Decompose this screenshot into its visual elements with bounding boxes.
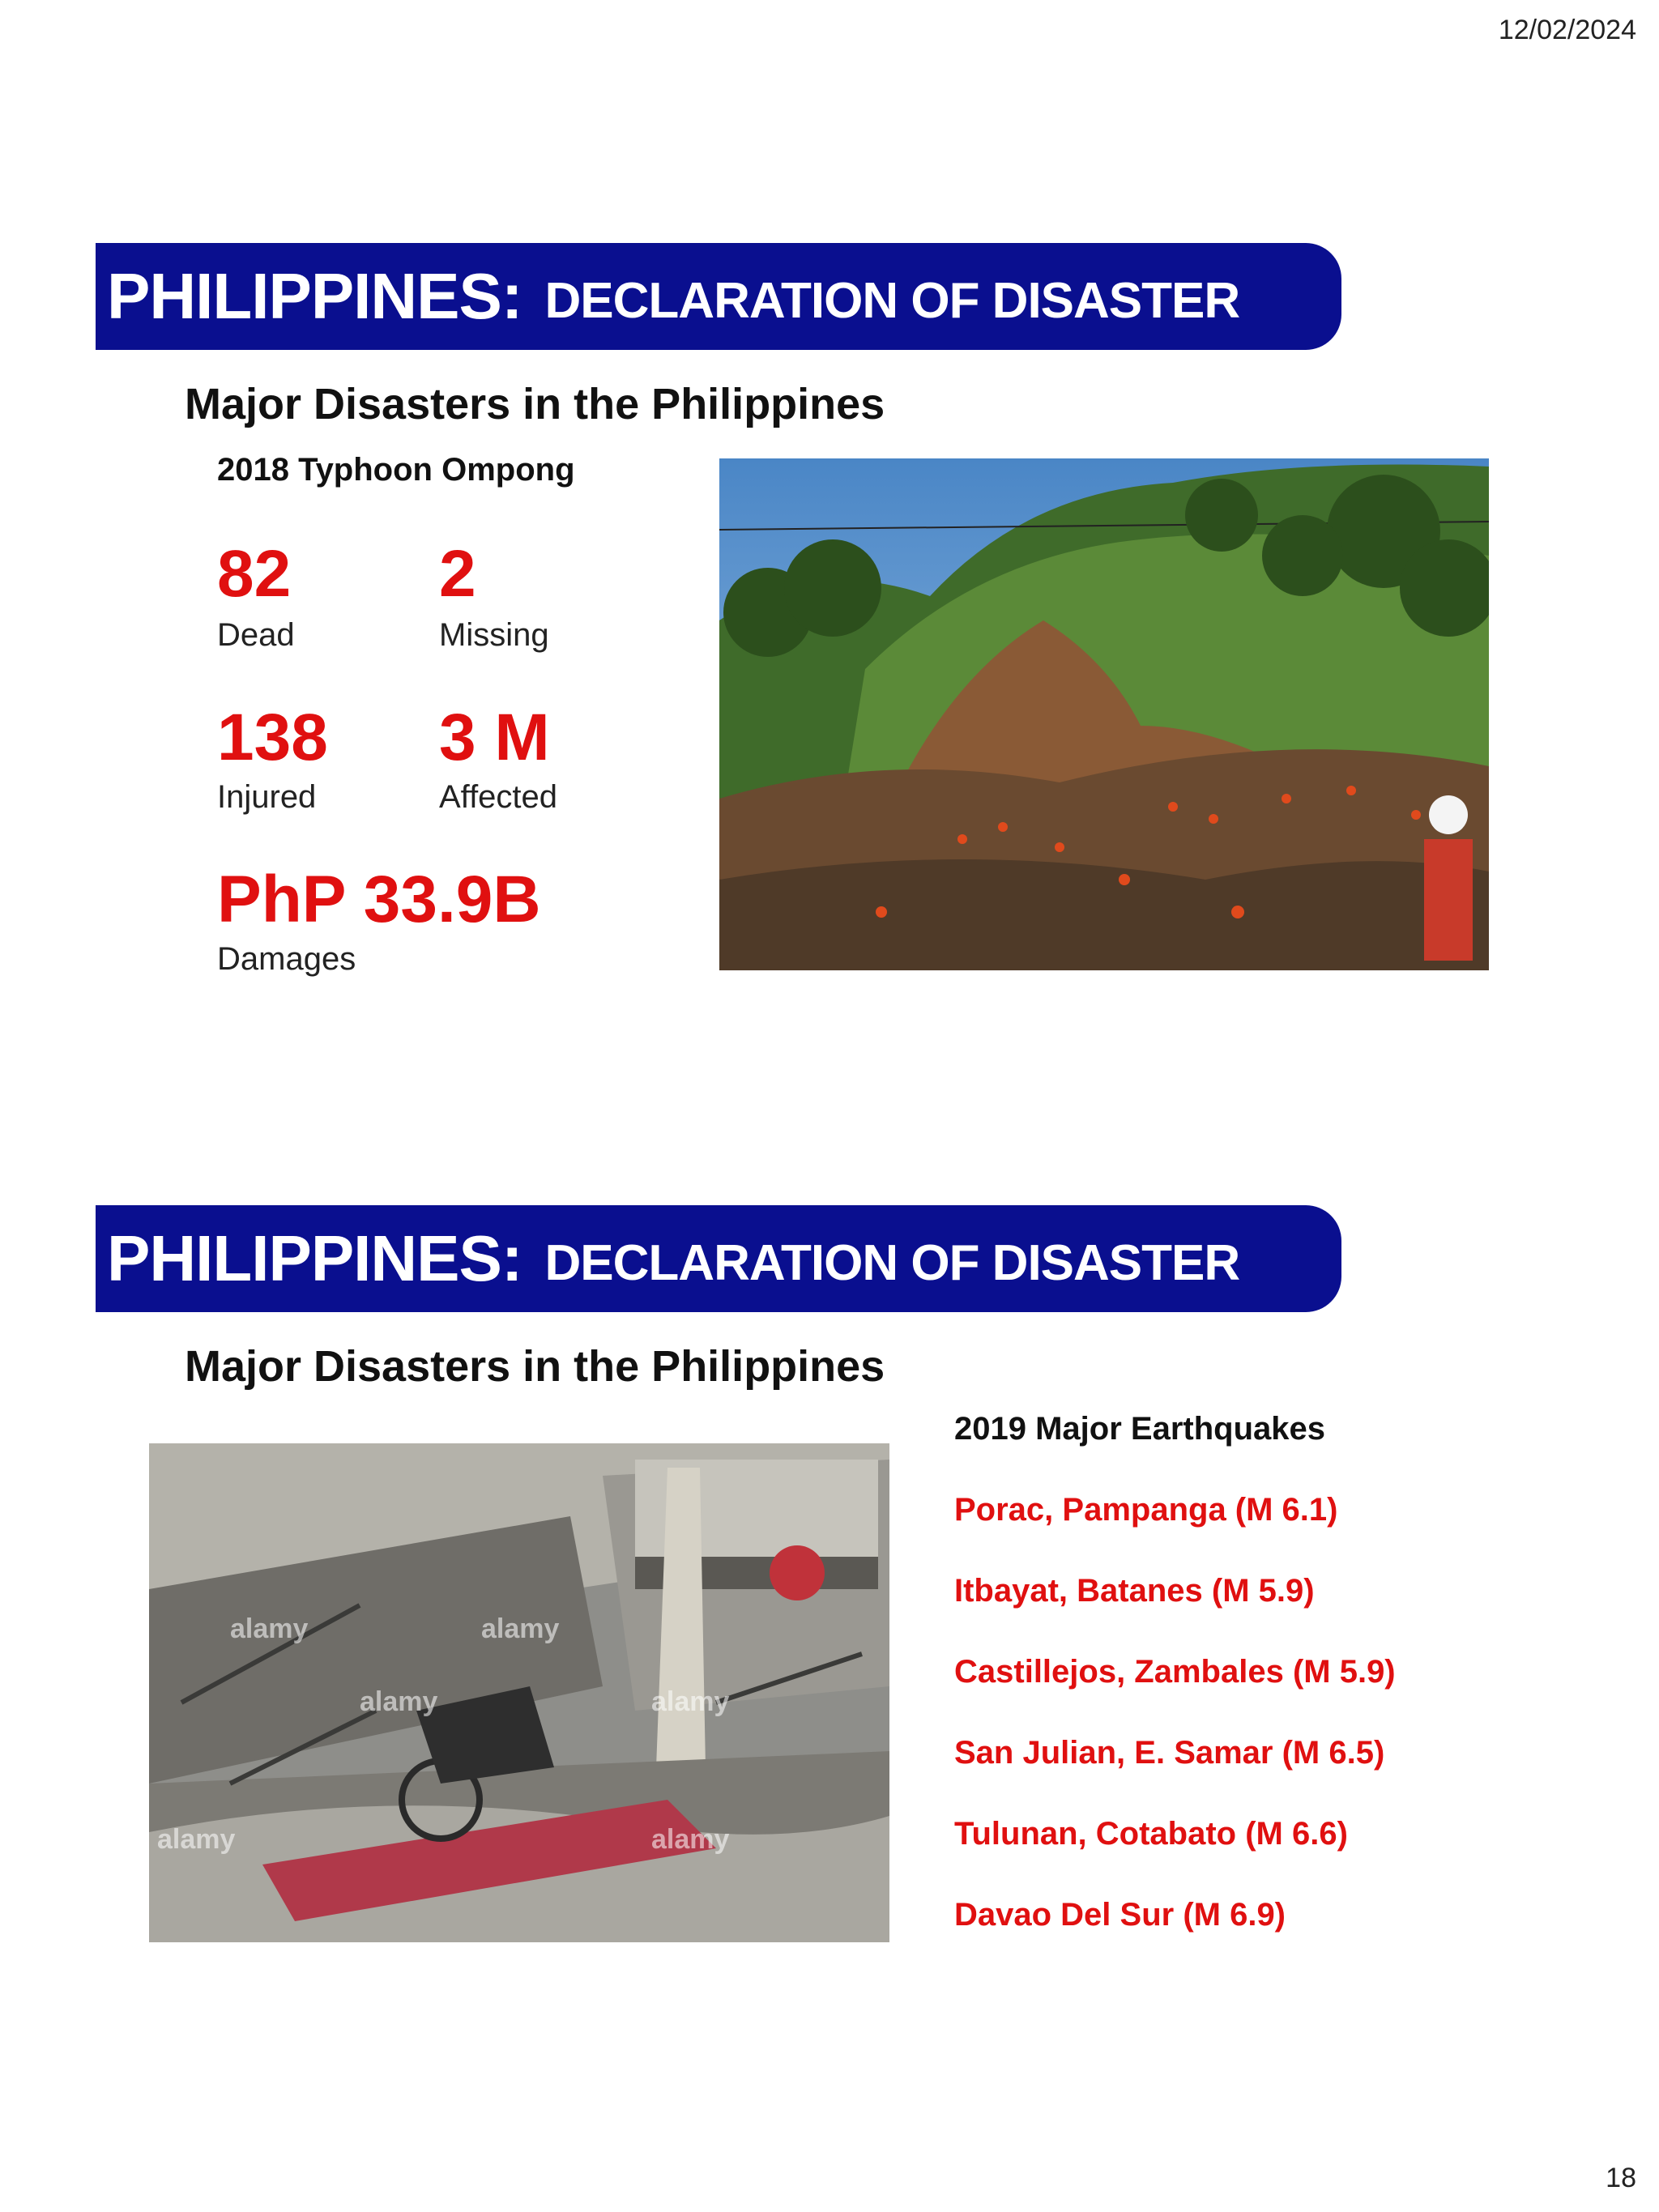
slide1-banner <box>96 243 1341 350</box>
stat-dead-value: 82 <box>217 537 292 611</box>
earthquake-item: Davao Del Sur (M 6.9) <box>954 1897 1286 1933</box>
earthquake-item: Itbayat, Batanes (M 5.9) <box>954 1573 1315 1609</box>
earthquake-rubble-photo <box>149 1443 889 1942</box>
slide-date: 12/02/2024 <box>1498 15 1636 45</box>
stat-injured-label: Injured <box>217 779 317 815</box>
stat-affected-value: 3 M <box>439 701 550 774</box>
slide1-subtitle: Major Disasters in the Philippines <box>185 380 885 428</box>
earthquake-item: Castillejos, Zambales (M 5.9) <box>954 1654 1396 1690</box>
stat-dead-label: Dead <box>217 617 295 653</box>
banner-title: PHILIPPINES: <box>107 1222 522 1294</box>
stat-injured-value: 138 <box>217 701 328 774</box>
stat-damages-value: PhP 33.9B <box>217 863 541 936</box>
banner-subtitle: DECLARATION OF DISASTER <box>544 1234 1240 1291</box>
banner-title: PHILIPPINES: <box>107 260 522 332</box>
photo-watermark: alamy <box>651 1824 730 1855</box>
photo-watermark: alamy <box>360 1686 438 1717</box>
banner-subtitle: DECLARATION OF DISASTER <box>544 272 1240 329</box>
earthquakes-title: 2019 Major Earthquakes <box>954 1411 1325 1447</box>
landslide-photo <box>719 458 1489 970</box>
stat-missing-value: 2 <box>439 537 476 611</box>
stat-missing-label: Missing <box>439 617 549 653</box>
stat-affected-label: Affected <box>439 779 558 815</box>
photo-watermark: alamy <box>157 1824 236 1855</box>
photo-watermark: alamy <box>481 1613 560 1644</box>
page-number: 18 <box>1606 2163 1636 2193</box>
slide2-banner <box>96 1205 1341 1312</box>
photo-watermark: alamy <box>230 1613 309 1644</box>
typhoon-title: 2018 Typhoon Ompong <box>217 452 575 488</box>
earthquake-item: San Julian, E. Samar (M 6.5) <box>954 1735 1385 1771</box>
earthquake-item: Porac, Pampanga (M 6.1) <box>954 1492 1338 1528</box>
earthquake-item: Tulunan, Cotabato (M 6.6) <box>954 1816 1348 1852</box>
photo-watermark: alamy <box>651 1686 730 1717</box>
slide2-subtitle: Major Disasters in the Philippines <box>185 1342 885 1391</box>
stat-damages-label: Damages <box>217 941 356 977</box>
